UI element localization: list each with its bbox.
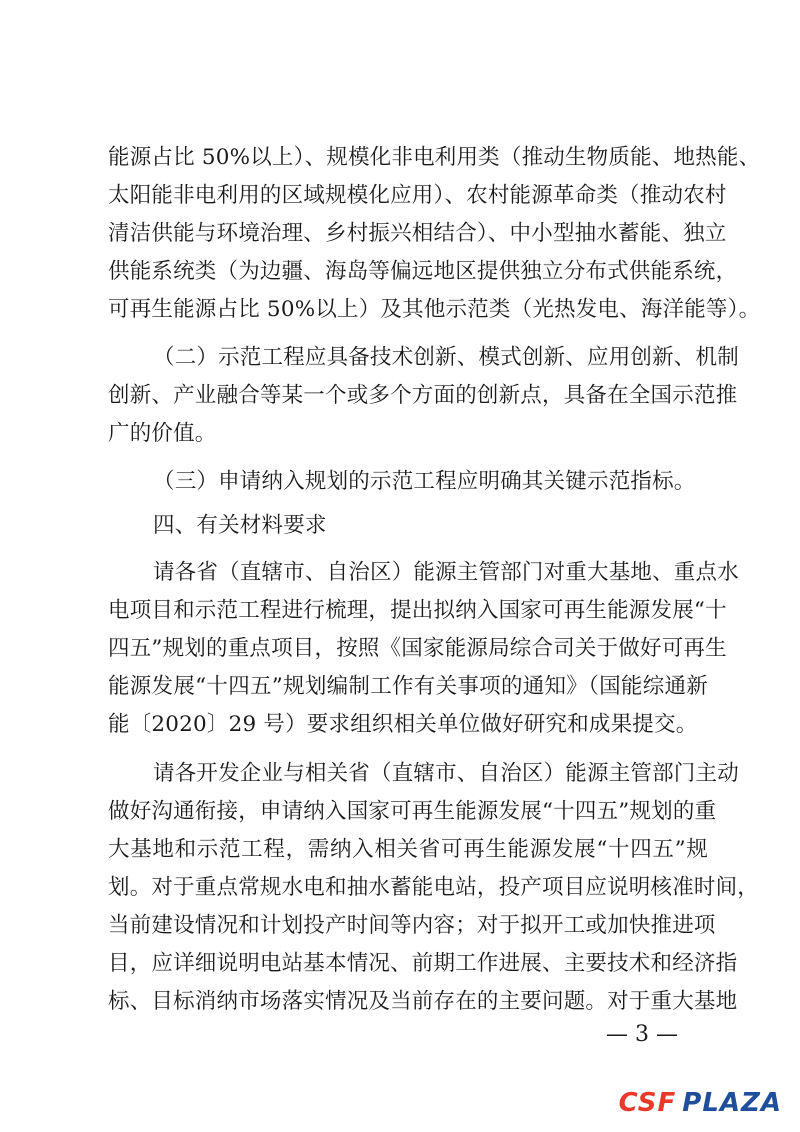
page-number: — 3 — — [606, 1022, 678, 1047]
body-line: 能源占比 50%以上）、规模化非电利用类（推动生物质能、地热能、 — [108, 145, 761, 170]
body-line: 可再生能源占比 50%以上）及其他示范类（光热发电、海洋能等）。 — [108, 297, 761, 322]
body-line: 标、目标消纳市场落实情况及当前存在的主要问题。对于重大基地 — [108, 989, 738, 1014]
body-line: 四五”规划的重点项目，按照《国家能源局综合司关于做好可再生 — [108, 636, 727, 661]
body-line: 当前建设情况和计划投产时间等内容；对于拟开工或加快推进项 — [108, 913, 716, 938]
body-line: 创新、产业融合等某一个或多个方面的创新点，具备在全国示范推 — [108, 383, 738, 408]
body-line: 划。对于重点常规水电和抽水蓄能电站，投产项目应说明核准时间， — [108, 875, 760, 900]
watermark-logo — [619, 1088, 782, 1118]
body-line: 请各省（直辖市、自治区）能源主管部门对重大基地、重点水 — [153, 560, 739, 585]
body-line: 广的价值。 — [108, 421, 217, 446]
body-line: 供能系统类（为边疆、海岛等偏远地区提供独立分布式供能系统， — [108, 259, 738, 284]
body-line: 能〔2020〕29 号）要求组织相关单位做好研究和成果提交。 — [108, 712, 698, 737]
body-line: 大基地和示范工程，需纳入相关省可再生能源发展“十四五”规 — [108, 837, 708, 862]
body-line: 做好沟通衔接，申请纳入国家可再生能源发展“十四五”规划的重 — [108, 799, 717, 824]
body-line: 目，应详细说明电站基本情况、前期工作进展、主要技术和经济指 — [108, 951, 738, 976]
body-line: （二）示范工程应具备技术创新、模式创新、应用创新、机制 — [153, 345, 739, 370]
watermark-brand-b: PLAZA — [682, 1088, 782, 1118]
body-line: 能源发展“十四五”规划编制工作有关事项的通知》（国能综通新 — [108, 674, 708, 699]
body-line: 请各开发企业与相关省（直辖市、自治区）能源主管部门主动 — [153, 761, 739, 786]
body-line: 电项目和示范工程进行梳理，提出拟纳入国家可再生能源发展“十 — [108, 598, 727, 623]
watermark-brand-a: CSF — [618, 1088, 677, 1118]
body-line: 清洁供能与环境治理、乡村振兴相结合）、中小型抽水蓄能、独立 — [108, 221, 727, 246]
body-line: （三）申请纳入规划的示范工程应明确其关键示范指标。 — [153, 469, 696, 494]
body-line: 太阳能非电利用的区域规模化应用）、农村能源革命类（推动农村 — [108, 183, 727, 208]
section-heading: 四、有关材料要求 — [153, 513, 327, 538]
